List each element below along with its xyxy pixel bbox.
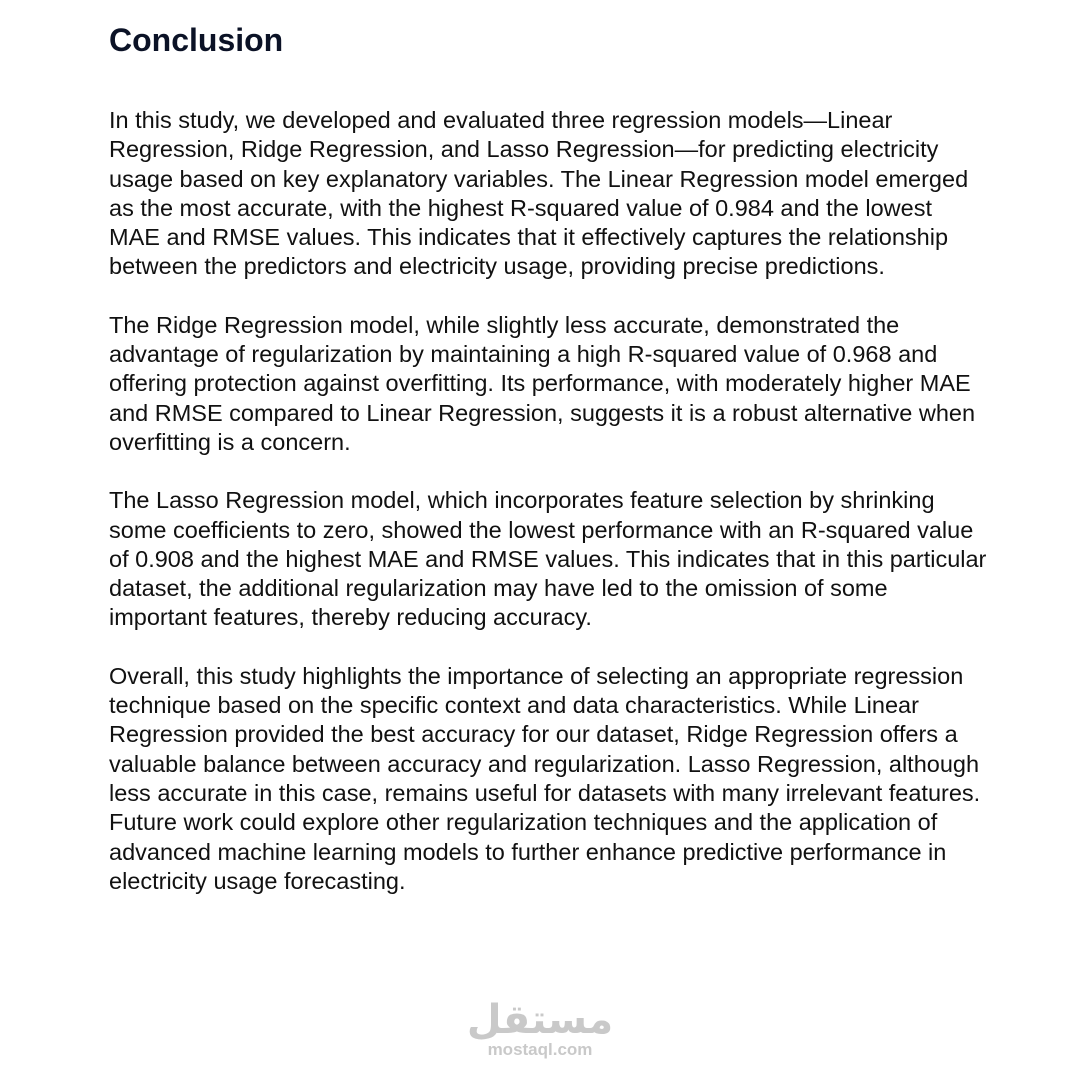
page-title: Conclusion [109,22,284,58]
document-page [109,20,989,925]
watermark [0,997,1080,1060]
watermark-logo: مستقل [466,997,614,1043]
paragraph-1: In this study, we developed and evaluated three regression models—Linear Regression, Ridge Regression, and Lasso Regression—for predicting electricity usage based on key explanatory variables. The Linear Regression model emerged as the most accurate, with the highest R-squared value of 0.984 and the lowest MAE and RMSE values. This indicates that it effectively captures the relationship between the predictors and electricity usage, providing precise predictions. [109,107,969,280]
paragraph-2: The Ridge Regression model, while slightly less accurate, demonstrated the advantage of regularization by maintaining a high R-squared value of 0.968 and offering protection against overfitting. Its performance, with moderately higher MAE and RMSE compared to Linear Regression, suggests it is a robust alternative when overfitting is a concern. [109,311,976,455]
watermark-site: mostaql.com [487,1040,593,1059]
paragraph-4: Overall, this study highlights the importance of selecting an appropriate regression technique based on the specific context and data characteristics. While Linear Regression provided the best accuracy for our dataset, Ridge Regression offers a valuable balance between accuracy and regularization. Lasso Regression, although less accurate in this case, remains useful for datasets with many irrelevant features. Future work could explore other regularization techniques and the application of advanced machine learning models to further enhance predictive performance in electricity usage forecasting. [109,662,981,894]
paragraph-3: The Lasso Regression model, which incorporates feature selection by shrinking some coefficients to zero, showed the lowest performance with an R-squared value of 0.908 and the highest MAE and RMSE values. This indicates that in this particular dataset, the additional regularization may have led to the omission of some important features, thereby reducing accuracy. [109,487,987,631]
